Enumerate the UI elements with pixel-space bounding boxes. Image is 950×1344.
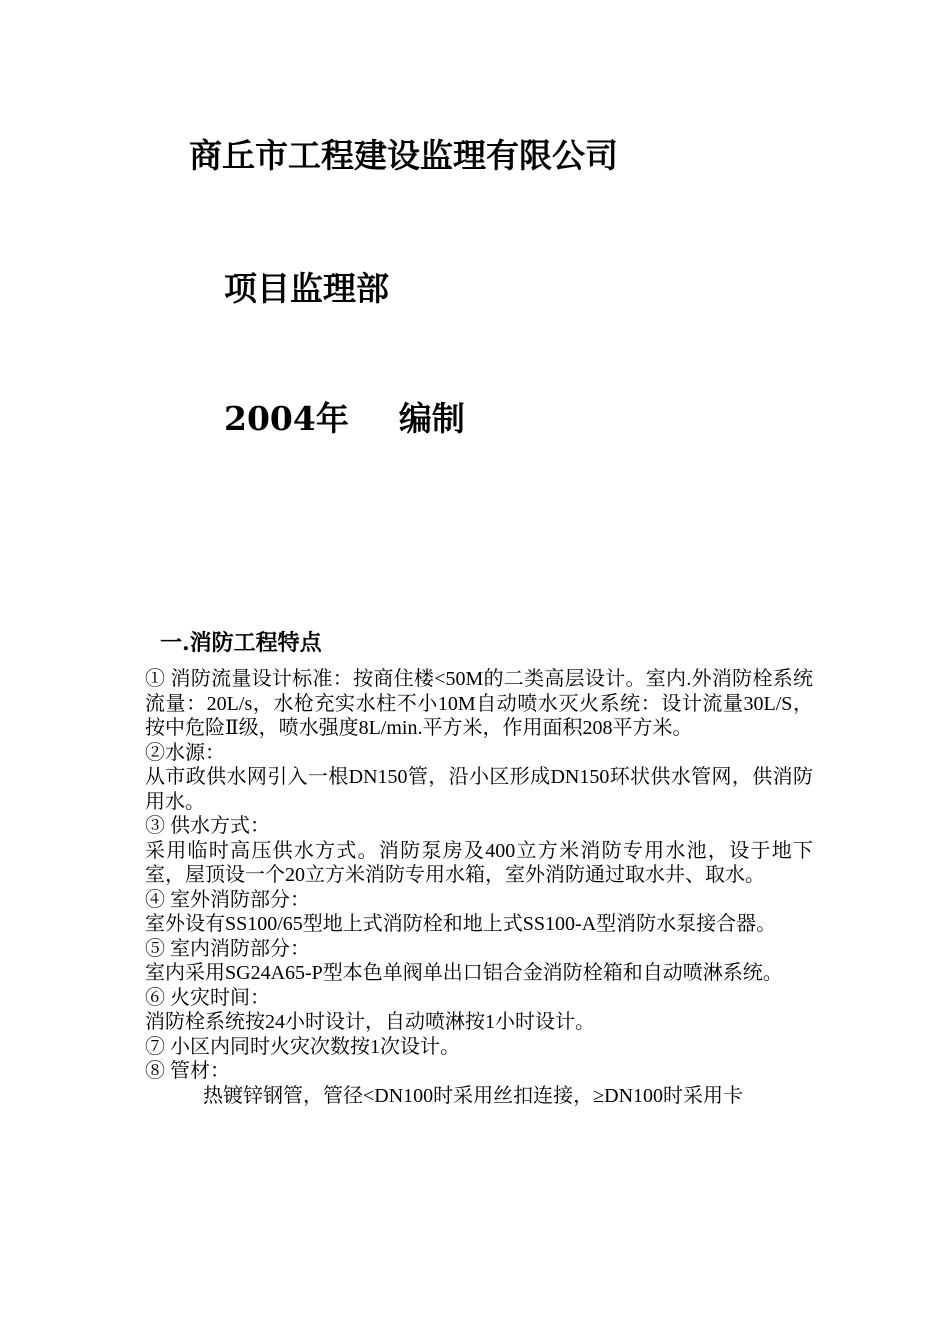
paragraph: ⑧ 管材： — [145, 1060, 230, 1082]
paragraph: 热镀锌钢管，管径<DN100时采用丝扣连接，≥DN100时采用卡 — [203, 1084, 744, 1107]
compile-label: 编制 — [398, 399, 465, 438]
paragraph: 从市政供水网引入一根DN150管，沿小区形成DN150环状供水管网，供消防用水。 — [145, 766, 813, 813]
section-heading: 一.消防工程特点 — [160, 630, 322, 656]
department-name: 项目监理部 — [224, 269, 389, 308]
paragraph: ③ 供水方式： — [145, 815, 270, 837]
compile-line — [224, 393, 465, 440]
paragraph: 采用临时高压供水方式。消防泵房及400立方米消防专用水池，设于地下室，屋顶设一个20立方米消防专用水箱，室外消防通过取水井、取水。 — [145, 839, 813, 886]
paragraph: 室外设有SS100/65型地上式消防栓和地上式SS100-A型消防水泵接合器。 — [145, 913, 777, 935]
company-name: 商丘市工程建设监理有限公司 — [189, 136, 618, 175]
paragraph: 消防栓系统按24小时设计，自动喷淋按1小时设计。 — [145, 1011, 595, 1033]
paragraph: ⑥ 火灾时间： — [145, 986, 270, 1009]
paragraph: ②水源： — [145, 741, 225, 764]
paragraph: ⑦ 小区内同时火灾次数按1次设计。 — [145, 1035, 460, 1058]
paragraph: ① 消防流量设计标准：按商住楼<50M的二类高层设计。室内.外消防栓系统流量：20L/s，水枪充实水柱不小10M自动喷水灭火系统：设计流量30L/S，按中危险Ⅱ级，喷水强度8L/min.平方米，作用面积208平方米。 — [145, 668, 813, 739]
paragraph: 室内采用SG24A65-P型本色单阀单出口铝合金消防栓箱和自动喷淋系统。 — [145, 962, 783, 984]
paragraph: ⑤ 室内消防部分： — [145, 937, 310, 960]
compile-year: 2004年 — [224, 399, 349, 438]
section-body — [145, 667, 813, 1108]
paragraph: ④ 室外消防部分： — [145, 888, 310, 911]
